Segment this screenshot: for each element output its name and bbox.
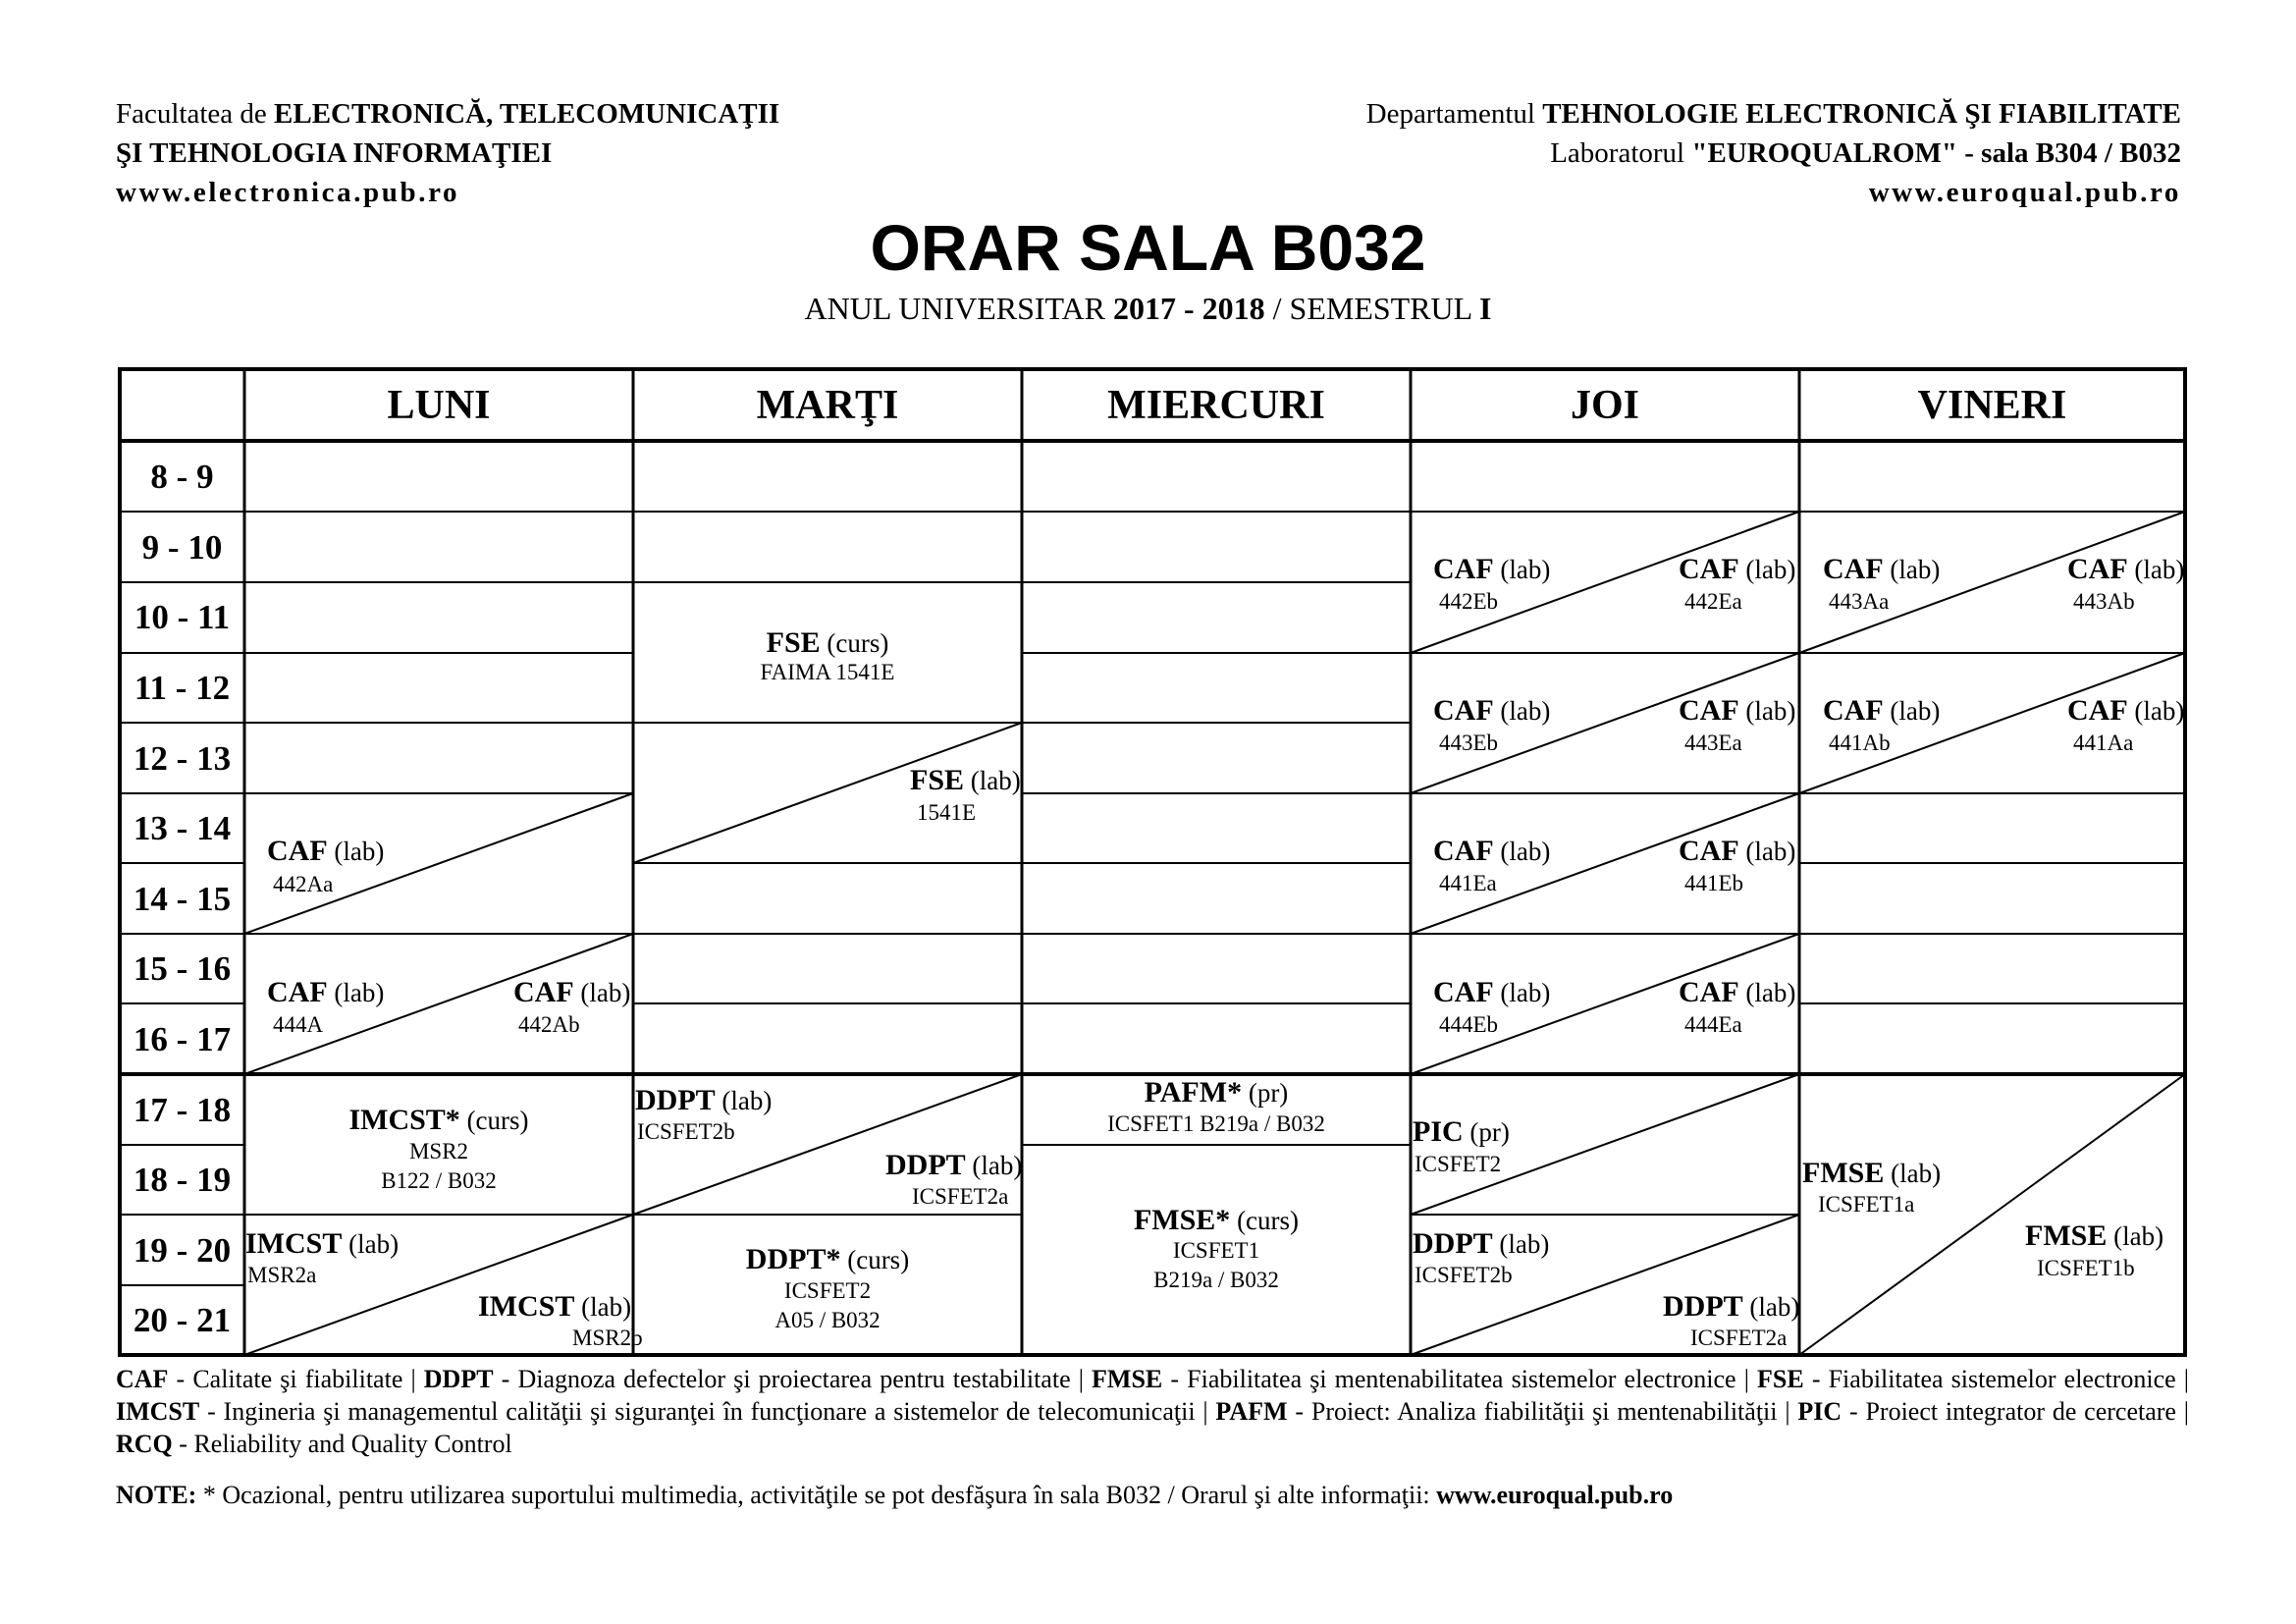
schedule-entry-course: CAF (lab)	[1679, 976, 1796, 1008]
schedule-entry-course: CAF (lab)	[2067, 553, 2185, 585]
schedule-entry-group: 441Ab	[1829, 731, 1891, 755]
footer-note	[116, 1479, 1673, 1511]
schedule-entry-group: ICSFET1b	[2037, 1256, 2135, 1280]
hour-label: 9 - 10	[141, 528, 223, 567]
semester-number: I	[1479, 291, 1492, 326]
schedule-entry-group: ICSFET1 B219a / B032	[1107, 1111, 1325, 1136]
subtitle-separator: /	[1264, 291, 1290, 326]
schedule-entry-group: 442Eb	[1439, 589, 1499, 614]
hour-label: 16 - 17	[133, 1020, 232, 1058]
schedule-entry-course: DDPT (lab)	[1663, 1290, 1800, 1323]
schedule-entry-group: 443Ea	[1684, 731, 1742, 755]
schedule-entry-group: ICSFET2a	[912, 1184, 1009, 1209]
hour-label: 19 - 20	[133, 1231, 232, 1270]
schedule-entry-group: ICSFET2b	[1415, 1263, 1513, 1287]
schedule-entry-group: ICSFET2a	[1690, 1326, 1788, 1350]
schedule-entry-group: 444Ea	[1684, 1012, 1742, 1037]
day-header-luni: LUNI	[387, 383, 491, 428]
schedule-entry-course: CAF (lab)	[267, 976, 385, 1008]
schedule-entry-group: ICSFET2	[783, 1278, 872, 1303]
schedule-entry-course: PAFM* (pr)	[1144, 1076, 1289, 1109]
schedule-entry-group: 441Ea	[1439, 871, 1497, 895]
schedule-entry-course: CAF (lab)	[1433, 553, 1551, 585]
schedule-entry-group: FAIMA 1541E	[760, 660, 895, 684]
hour-label: 15 - 16	[133, 949, 232, 988]
schedule-entry-course: CAF (lab)	[1433, 694, 1551, 727]
note-website-link[interactable]: www.euroqual.pub.ro	[1436, 1481, 1674, 1509]
schedule-entry-course: CAF (lab)	[1433, 976, 1551, 1008]
day-header-marti: MARŢI	[756, 383, 899, 428]
department-website-link[interactable]: www.euroqual.pub.ro	[1868, 177, 2181, 208]
schedule-entry-group: ICSFET1	[1172, 1238, 1260, 1263]
schedule-entry-course: CAF (lab)	[1679, 694, 1796, 727]
schedule-entry-group: 1541E	[917, 800, 977, 825]
schedule-entry-course: PIC (pr)	[1413, 1115, 1510, 1148]
faculty-name-line2: ŞI TEHNOLOGIA INFORMAŢIEI	[116, 137, 553, 169]
schedule-entry-course: IMCST (lab)	[478, 1290, 632, 1323]
schedule-entry-course: FMSE* (curs)	[1133, 1204, 1300, 1236]
academic-year: 2017 - 2018	[1112, 291, 1265, 326]
schedule-entry-course: DDPT* (curs)	[745, 1243, 910, 1275]
schedule-entry-course: FSE (lab)	[910, 764, 1021, 796]
hour-label: 20 - 21	[133, 1301, 232, 1339]
schedule-entry-course: FMSE (lab)	[1802, 1157, 1942, 1189]
schedule-entry-room: B122 / B032	[381, 1168, 497, 1193]
schedule-entry-course: CAF (lab)	[1823, 553, 1941, 585]
faculty-website-link[interactable]: www.electronica.pub.ro	[116, 177, 460, 208]
schedule-entry-course: CAF (lab)	[267, 835, 385, 867]
note-label: NOTE:	[116, 1481, 197, 1509]
schedule-entry-course: CAF (lab)	[1679, 835, 1796, 867]
subtitle-prefix: ANUL UNIVERSITAR	[804, 291, 1113, 326]
schedule-entry-group: 441Aa	[2073, 731, 2134, 755]
schedule-entry-group: MSR2a	[247, 1263, 317, 1287]
schedule-entry-group: 442Ea	[1684, 589, 1742, 614]
laboratory-prefix: Laboratorul	[1550, 137, 1692, 169]
note-text: * Ocazional, pentru utilizarea suportului multimedia, activităţile se pot desfăşura în sala B032 / Orarul şi alte informaţii:	[196, 1481, 1437, 1509]
schedule-entry-course: FSE (curs)	[766, 626, 889, 659]
faculty-prefix: Facultatea de	[116, 98, 275, 130]
schedule-entry-course: CAF (lab)	[1433, 835, 1551, 867]
abbreviation-legend: CAF - Calitate şi fiabilitate | DDPT - Diagnoza defectelor şi proiectarea pentru testabilitate | FMSE - Fiabilitatea şi mentenabilitatea sistemelor electronice | FSE - Fiabilitatea sistemelor electronice | IMCST - Ingineria şi managementul calităţii şi siguranţei în funcţionare a sistemelor de telecomunicaţii | PAFM - Proiect: Analiza fiabilităţii şi mentenabilităţii | PIC - Proiect integrator de cercetare | RCQ - Reliability and Quality Control	[116, 1365, 2189, 1458]
schedule-entry-group: 442Ab	[518, 1012, 580, 1037]
department-prefix: Departamentul	[1365, 98, 1543, 130]
laboratory-name: "EUROQUALROM" - sala B304 / B032	[1691, 137, 2181, 169]
schedule-entry-group: 442Aa	[273, 872, 334, 896]
schedule-entry-group: MSR2	[408, 1139, 469, 1164]
hour-label: 18 - 19	[133, 1161, 232, 1199]
schedule-entry-course: DDPT (lab)	[1413, 1227, 1550, 1260]
hour-label: 11 - 12	[133, 669, 231, 707]
day-header-vineri: VINERI	[1917, 383, 2067, 428]
schedule-entry-group: ICSFET2b	[637, 1119, 735, 1144]
schedule-entry-course: CAF (lab)	[2067, 694, 2185, 727]
faculty-name-line1: ELECTRONICĂ, TELECOMUNICAŢII	[274, 98, 780, 130]
hour-label: 12 - 13	[133, 739, 232, 778]
hour-label: 14 - 15	[133, 880, 232, 918]
schedule-entry-course: IMCST (lab)	[245, 1227, 400, 1260]
day-header-miercuri: MIERCURI	[1107, 383, 1325, 428]
schedule-entry-course: CAF (lab)	[1679, 553, 1796, 585]
schedule-entry-group: 443Ab	[2073, 589, 2135, 614]
schedule-entry-group: 443Aa	[1829, 589, 1890, 614]
hour-label: 10 - 11	[133, 598, 231, 636]
schedule-entry-group: 443Eb	[1439, 731, 1499, 755]
page-title: ORAR SALA B032	[870, 211, 1426, 284]
schedule-entry-group: 441Eb	[1684, 871, 1744, 895]
hour-label: 13 - 14	[133, 809, 232, 847]
department-name: TEHNOLOGIE ELECTRONICĂ ŞI FIABILITATE	[1542, 98, 2181, 130]
schedule-entry-course: DDPT (lab)	[635, 1084, 773, 1116]
schedule-entry-group: ICSFET1a	[1818, 1192, 1915, 1217]
hour-label: 8 - 9	[150, 458, 214, 496]
schedule-entry-course: CAF (lab)	[513, 976, 631, 1008]
schedule-entry-course: CAF (lab)	[1823, 694, 1941, 727]
schedule-entry-course: IMCST* (curs)	[348, 1104, 529, 1136]
schedule-entry-course: FMSE (lab)	[2025, 1219, 2164, 1252]
schedule-entry-group: MSR2b	[572, 1326, 643, 1350]
schedule-entry-group: ICSFET2	[1415, 1152, 1502, 1176]
hour-label: 17 - 18	[133, 1091, 232, 1129]
schedule-entry-group: 444A	[273, 1012, 324, 1037]
schedule-entry-group: 444Eb	[1439, 1012, 1499, 1037]
schedule-entry-room: A05 / B032	[774, 1308, 881, 1332]
day-header-joi: JOI	[1570, 383, 1639, 428]
schedule-entry-course: DDPT (lab)	[885, 1149, 1023, 1181]
schedule-entry-room: B219a / B032	[1153, 1268, 1279, 1292]
semester-prefix: SEMESTRUL	[1289, 291, 1480, 326]
